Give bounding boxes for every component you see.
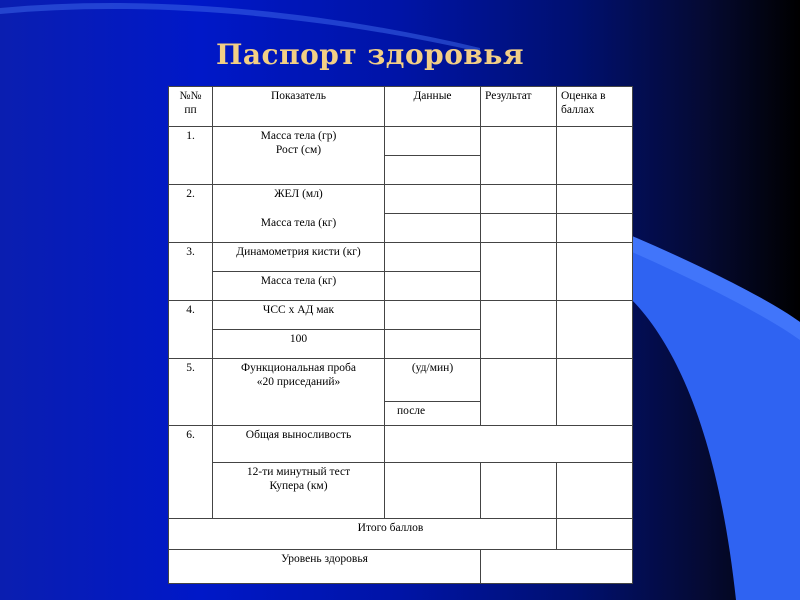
row-5-indicator-line2: «20 приседаний» [256, 376, 341, 389]
row-6-data-merged[interactable] [385, 425, 633, 462]
row-3-indicator-a: Динамометрия кисти (кг) [213, 243, 385, 272]
row-4-data-b[interactable] [385, 330, 481, 359]
row-6-indicator-a: Общая выносливость [213, 425, 385, 462]
row-6-indicator-b-line1: 12-ти минутный тест [246, 465, 351, 478]
row-3-num: 3. [169, 243, 213, 301]
row-2-data-a[interactable] [385, 185, 481, 214]
row-5-data-b[interactable]: после [385, 401, 481, 425]
row-6-num: 6. [169, 425, 213, 518]
row-2-indicator-a: ЖЕЛ (мл) [213, 185, 385, 214]
row-3-score[interactable] [557, 243, 633, 301]
health-passport-table [168, 86, 633, 584]
table-row [169, 214, 633, 243]
row-3-data-b[interactable] [385, 272, 481, 301]
row-5-score[interactable] [557, 359, 633, 425]
table-row [169, 185, 633, 214]
header-data: Данные [385, 87, 481, 127]
row-4-score[interactable] [557, 301, 633, 359]
slide-title: Паспорт здоровья [215, 38, 525, 71]
row-5-indicator-line1: Функциональная проба [240, 362, 356, 375]
row-5-result[interactable] [481, 359, 557, 425]
table-header-row [169, 87, 633, 127]
row-4-data-a[interactable] [385, 301, 481, 330]
row-3-indicator-b: Масса тела (кг) [213, 272, 385, 301]
row-4-indicator-a: ЧСС х АД мак [213, 301, 385, 330]
row-6-score-b[interactable] [557, 462, 633, 518]
table-row [169, 425, 633, 462]
row-1-result[interactable] [481, 127, 557, 185]
total-row [169, 518, 633, 549]
header-indicator: Показатель [213, 87, 385, 127]
table-row [169, 359, 633, 401]
health-passport-table-wrapper [168, 86, 632, 584]
row-6-data-b[interactable] [385, 462, 481, 518]
row-6-indicator-b-line2: Купера (км) [269, 479, 328, 492]
row-4-indicator-b: 100 [213, 330, 385, 359]
table-row [169, 301, 633, 330]
table-row [169, 127, 633, 156]
header-score: Оценка в баллах [557, 87, 633, 127]
row-1-num: 1. [169, 127, 213, 185]
row-4-num: 4. [169, 301, 213, 359]
total-score[interactable] [557, 518, 633, 549]
row-3-result[interactable] [481, 243, 557, 301]
header-result: Результат [481, 87, 557, 127]
row-5-data-a[interactable]: (уд/мин) [385, 359, 481, 401]
row-4-result[interactable] [481, 301, 557, 359]
table-row [169, 462, 633, 518]
health-level-value[interactable] [481, 549, 633, 583]
row-2-score-a[interactable] [557, 185, 633, 214]
row-5-num: 5. [169, 359, 213, 425]
header-num: №№ пп [169, 87, 213, 127]
row-6-result-b[interactable] [481, 462, 557, 518]
row-2-result-a[interactable] [481, 185, 557, 214]
row-1-indicator [213, 127, 385, 185]
table-row [169, 243, 633, 272]
row-2-data-b[interactable] [385, 214, 481, 243]
row-5-indicator [213, 359, 385, 425]
row-6-indicator-b [213, 462, 385, 518]
row-2-num-cont [169, 214, 213, 243]
row-1-indicator-line1: Масса тела (гр) [260, 130, 337, 143]
row-2-result-b[interactable] [481, 214, 557, 243]
row-2-score-b[interactable] [557, 214, 633, 243]
row-2-indicator-b: Масса тела (кг) [213, 214, 385, 243]
row-1-score[interactable] [557, 127, 633, 185]
row-3-data-a[interactable] [385, 243, 481, 272]
health-level-label: Уровень здоровья [169, 549, 481, 583]
row-2-num: 2. [169, 185, 213, 214]
total-label: Итого баллов [169, 518, 557, 549]
row-1-data-b[interactable] [385, 156, 481, 185]
health-level-row [169, 549, 633, 583]
row-1-indicator-line2: Рост (см) [275, 144, 322, 157]
row-1-data-a[interactable] [385, 127, 481, 156]
